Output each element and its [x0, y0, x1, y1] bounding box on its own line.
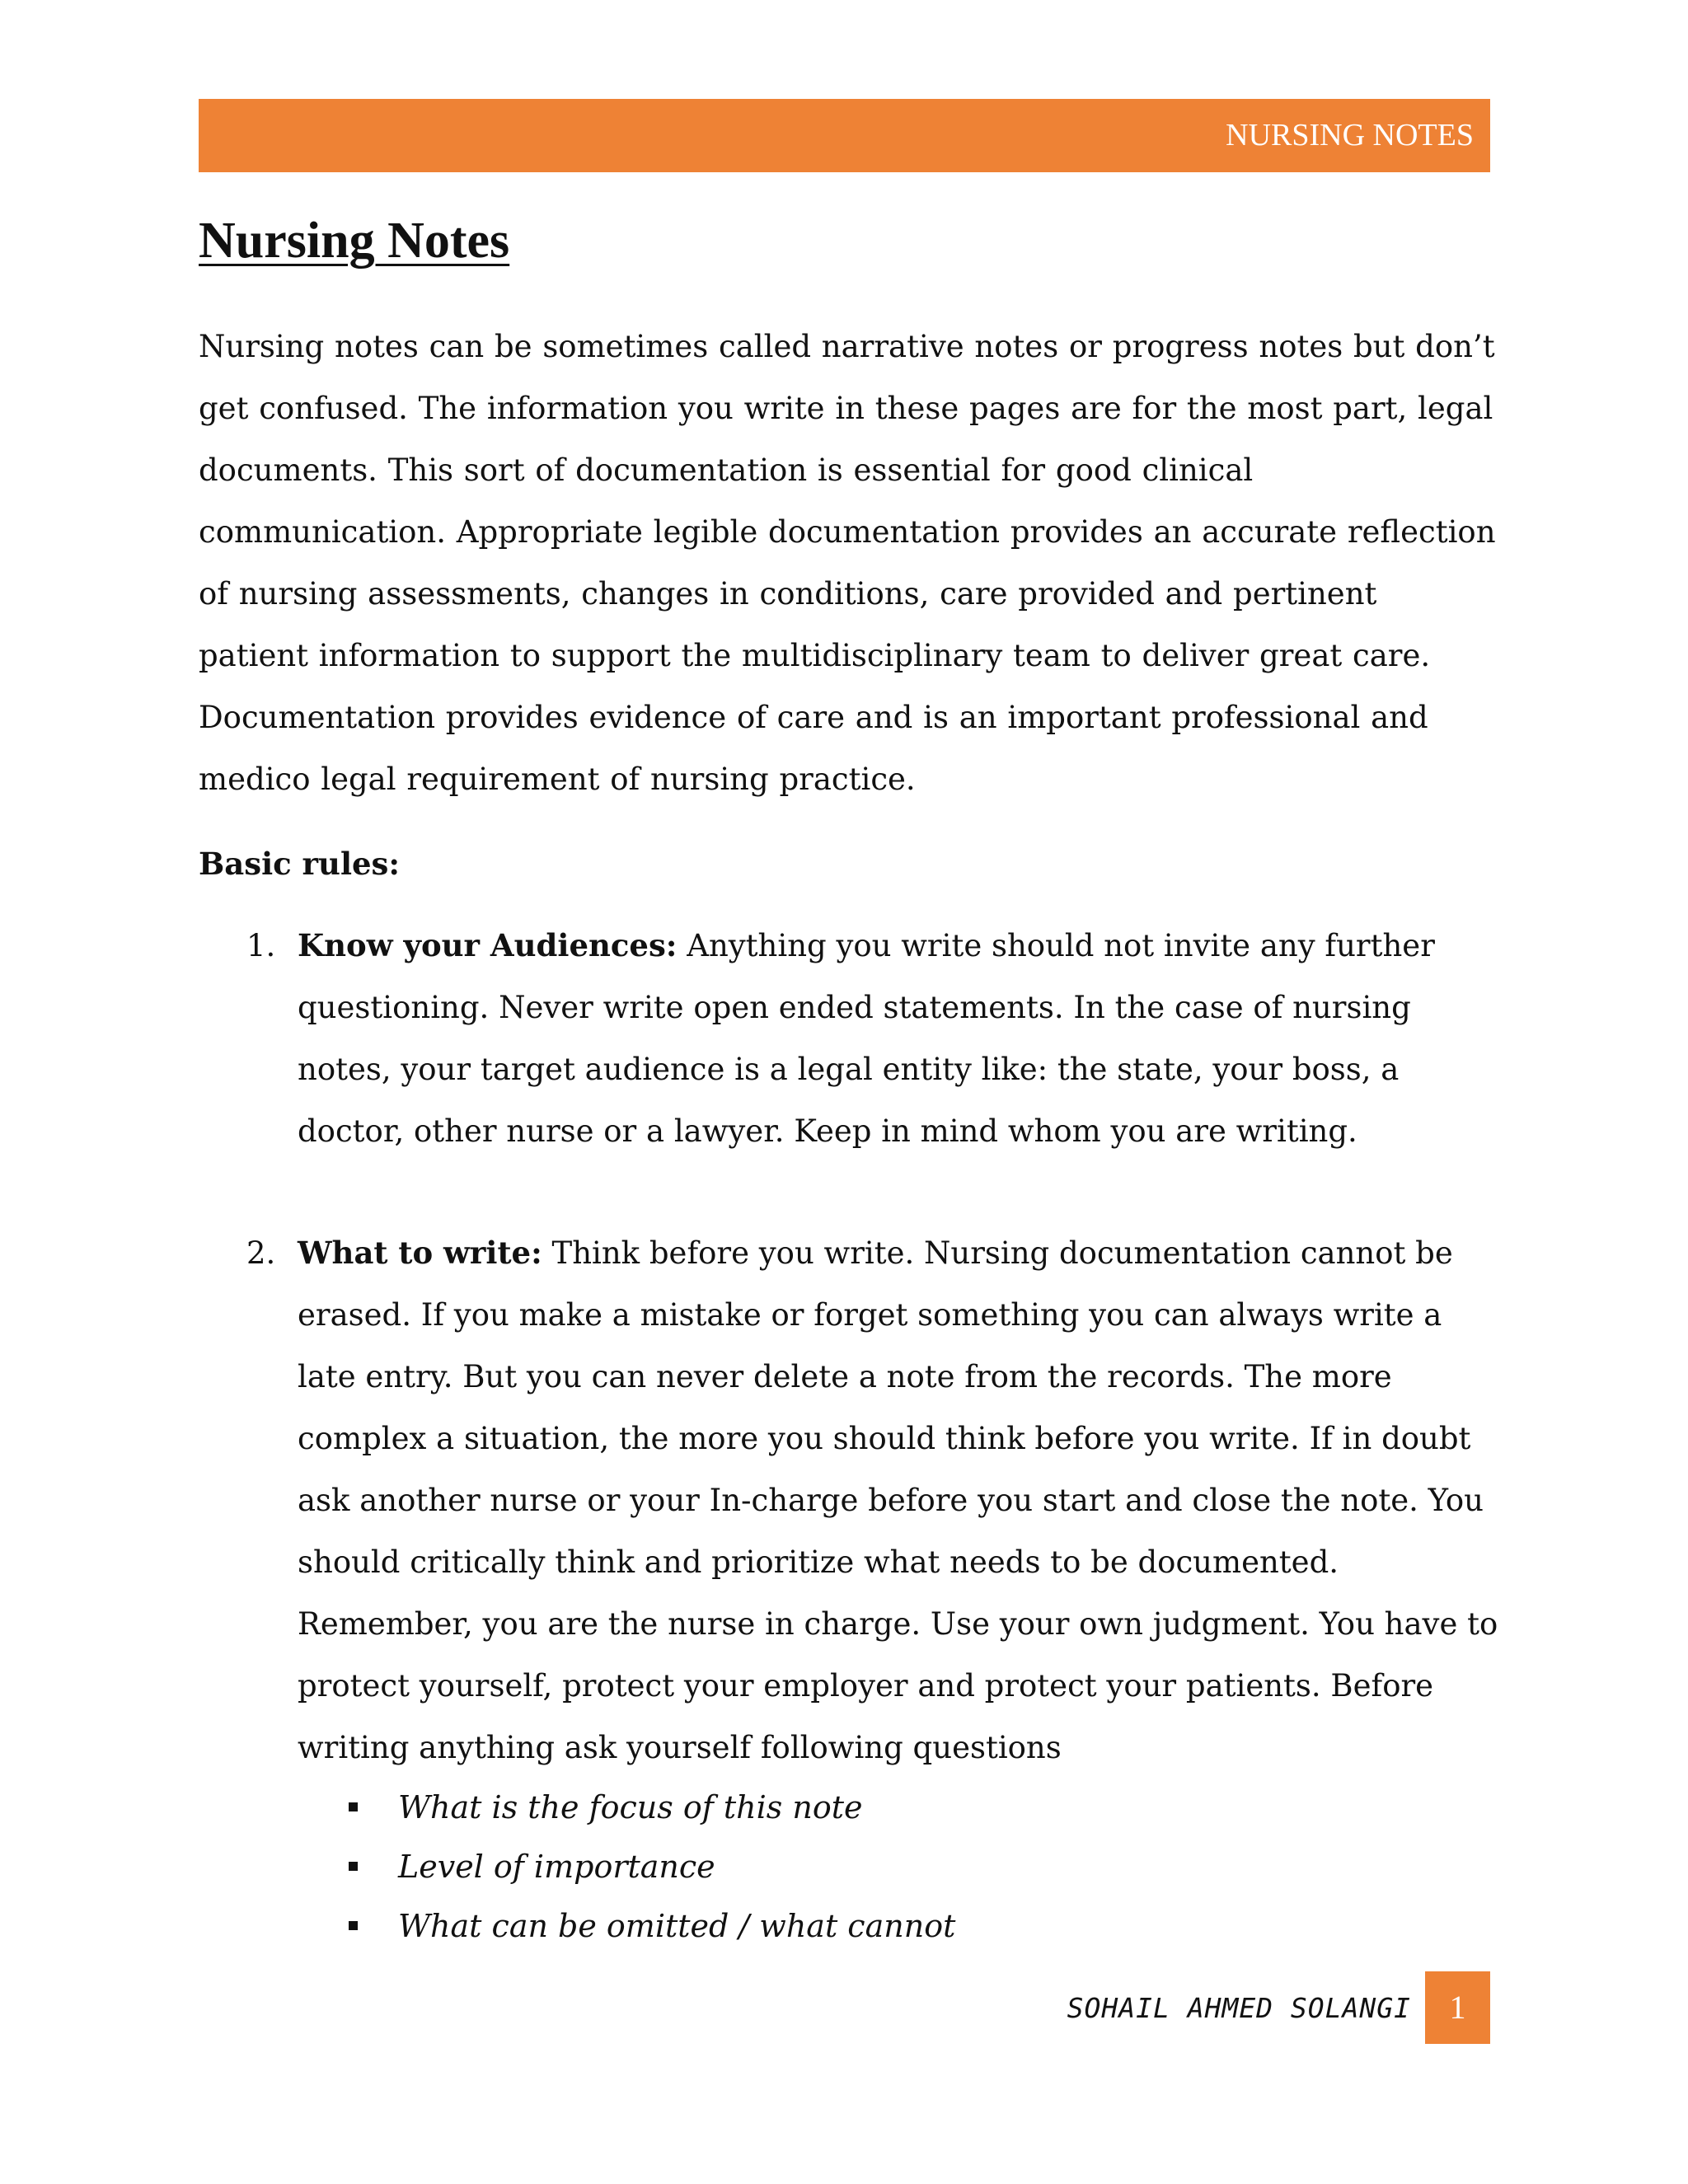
rule-heading: Know your Audiences:: [298, 927, 678, 963]
question-item: [349, 1778, 955, 1837]
intro-paragraph: Nursing notes can be sometimes called narrative notes or progress notes but don’t get confused. The information you write in these pages are for the most part, legal documents. This sort of documentation is essential for good clinical communication. Appropriate legible documentation provides an accurate reflection of nursing assessments, changes in conditions, care provided and pertinent patient information to support the multidisciplinary team to deliver great care. Documentation provides evidence of care and is an important professional and medico legal requirement of nursing practice.: [199, 329, 1496, 797]
question-text: What can be omitted / what cannot: [398, 1908, 956, 1944]
rule-text: Anything you write should not invite any further questioning. Never write open ended statements. In the case of nursing notes, your target audience is a legal entity like: the state, your boss, a doctor, other nurse or a lawyer. Keep in mind whom you are writing.: [298, 928, 1435, 1149]
rule-item-what-to-write: [199, 1222, 1501, 1779]
footer-author: SOHAIL AHMED SOLANGI: [1067, 1992, 1411, 2024]
basic-rules-heading: Basic rules:: [199, 846, 401, 882]
question-list: [349, 1778, 955, 1956]
page-title: Nursing Notes: [199, 213, 510, 269]
rule-body: [298, 1222, 1501, 1779]
square-bullet-icon: [349, 1862, 358, 1871]
rule-number: 2.: [246, 1235, 276, 1271]
question-item: [349, 1896, 955, 1956]
rule-heading: What to write:: [298, 1235, 542, 1271]
rule-number: 1.: [246, 928, 276, 963]
header-label: NURSING NOTES: [1226, 118, 1474, 152]
rule-body: [298, 915, 1501, 1162]
question-text: What is the focus of this note: [398, 1789, 863, 1825]
question-item: [349, 1837, 955, 1896]
question-text: Level of importance: [398, 1849, 715, 1885]
square-bullet-icon: [349, 1921, 358, 1930]
square-bullet-icon: [349, 1802, 358, 1811]
rule-item-audiences: [199, 915, 1501, 1162]
rule-text: Think before you write. Nursing documentation cannot be erased. If you make a mistake or forget something you can always write a late entry. But you can never delete a note from the records. The more complex a situation, the more you should think before you write. If in doubt ask another nurse or your In-charge before you start and close the note. You should critically think and prioritize what needs to be documented. Remember, you are the nurse in charge. Use your own judgment. You have to protect yourself, protect your employer and protect your patients. Before writing anything ask yourself following questions: [298, 1235, 1498, 1765]
page-number: 1: [1425, 1971, 1490, 2044]
header-bar: [199, 99, 1490, 172]
